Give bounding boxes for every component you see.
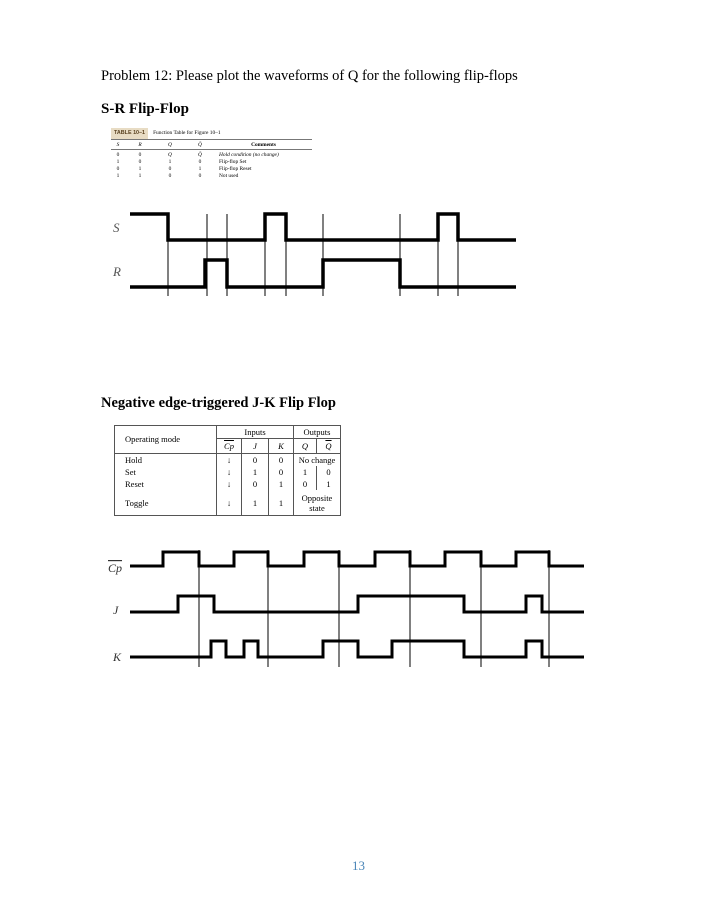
- col-q: Q: [294, 438, 317, 453]
- signal-label-k: K: [113, 650, 122, 664]
- cell: 0: [138, 159, 142, 165]
- opposite-label: Opposite: [301, 492, 333, 503]
- cell: 1: [138, 173, 142, 179]
- col-header: Q: [155, 140, 185, 150]
- cell: Toggle: [125, 497, 149, 508]
- cell: 0: [116, 152, 120, 158]
- cell: 0: [168, 166, 172, 172]
- col-j: J: [242, 438, 269, 453]
- j-waveform: [130, 596, 584, 612]
- table-title: Function Table for Figure 10–1: [153, 130, 221, 136]
- col-header: Q̄: [185, 140, 215, 150]
- cell: 0: [168, 173, 172, 179]
- cell: 1: [317, 478, 341, 490]
- cell: Set: [125, 467, 136, 478]
- cell: 1: [242, 490, 269, 515]
- sr-section-heading: S-R Flip-Flop: [101, 101, 189, 117]
- cell: Not used: [219, 173, 239, 179]
- cell: 0: [242, 453, 269, 466]
- cell: 0: [198, 173, 202, 179]
- cell: 1: [138, 166, 142, 172]
- cell: 0: [116, 166, 120, 172]
- cp-label: $\overline{Cp}$: [224, 440, 234, 451]
- col-header: S: [111, 140, 125, 150]
- cell: ↓: [217, 453, 242, 466]
- cell: 1: [168, 159, 172, 165]
- cell: 1: [198, 166, 202, 172]
- page-number: 13: [352, 858, 365, 873]
- inputs-header: Inputs: [217, 426, 294, 438]
- col-header: R: [125, 140, 155, 150]
- col-header: Comments: [215, 140, 312, 150]
- cell: 1: [242, 466, 269, 478]
- cell: 1: [116, 159, 120, 165]
- cell: ↓: [217, 490, 242, 515]
- cell: 0: [269, 466, 294, 478]
- cell: 0: [294, 478, 317, 490]
- cell: 1: [269, 490, 294, 515]
- cell: 1: [294, 466, 317, 478]
- table-tag: TABLE 10–1: [111, 128, 148, 139]
- cell: 0: [317, 466, 341, 478]
- cp-waveform: [130, 552, 584, 566]
- signal-label-r: R: [113, 264, 121, 279]
- jk-section-heading: Negative edge-triggered J-K Flip Flop: [101, 395, 336, 411]
- cell: Hold condition (no change): [219, 152, 279, 158]
- problem-heading: Problem 12: Please plot the waveforms of Q for the following flip-flops: [101, 68, 518, 84]
- k-waveform: [130, 641, 584, 657]
- jk-vertical-guides: [199, 550, 549, 667]
- signal-label-j: J: [113, 603, 119, 617]
- cell: Reset: [125, 479, 144, 490]
- outputs-header: Outputs: [294, 426, 341, 438]
- cell: Q̄: [198, 152, 202, 158]
- state-label: state: [309, 502, 325, 513]
- mode-header: Operating mode: [115, 426, 217, 453]
- cell: No change: [294, 453, 341, 466]
- cell: 0: [138, 152, 142, 158]
- cell: ↓: [217, 466, 242, 478]
- cell: Flip-flop Set: [219, 159, 247, 165]
- qbar-label: $\overline{Q}$: [325, 440, 332, 451]
- signal-label-s: S: [113, 220, 120, 235]
- signal-label-cp: Cp: [108, 561, 123, 575]
- cell: 0: [269, 453, 294, 466]
- cell: 1: [269, 478, 294, 490]
- cell: Hold: [125, 454, 142, 465]
- cell: Flip-flop Reset: [219, 166, 252, 172]
- col-k: K: [269, 438, 294, 453]
- cell: ↓: [217, 478, 242, 490]
- cell: 1: [116, 173, 120, 179]
- cell: 0: [242, 478, 269, 490]
- cell: 0: [198, 159, 202, 165]
- cell: Q: [168, 152, 172, 158]
